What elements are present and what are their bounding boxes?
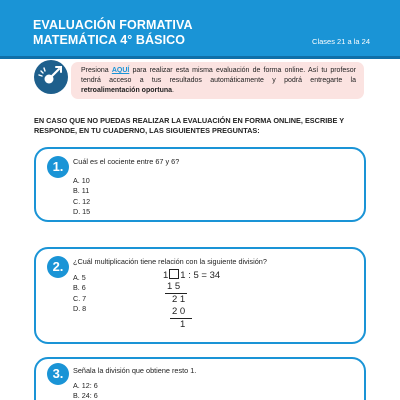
option-b: B. 24: 6 xyxy=(73,391,98,400)
division-step-2: 2 1 xyxy=(172,294,186,305)
question-1-text: Cuál es el cociente entre 67 y 6? xyxy=(73,157,180,166)
title-line-2: MATEMÁTICA 4° BÁSICO xyxy=(33,33,186,47)
option-a: A. 10 xyxy=(73,176,90,185)
division-step-1: 1 5 xyxy=(167,281,181,292)
division-remainder: 1 xyxy=(180,319,186,330)
option-b: B. 11 xyxy=(73,186,90,196)
question-2-text: ¿Cuál multiplicación tiene relación con la siguiente división? xyxy=(73,257,267,266)
option-a: A. 12: 6 xyxy=(73,381,98,390)
dividend-first-digit: 1 xyxy=(163,270,169,281)
title-line-1: EVALUACIÓN FORMATIVA xyxy=(33,18,193,32)
dividend-rest: 1 : 5 = 34 xyxy=(180,270,221,281)
option-b: B. 6 xyxy=(73,283,86,293)
instructions: EN CASO QUE NO PUEDAS REALIZAR LA EVALUACIÓN EN FORMA ONLINE, ESCRIBE Y RESPONDE, EN TU CUADERNO, LAS SIGUIENTES PREGUNTAS: xyxy=(34,116,345,135)
option-a: A. 5 xyxy=(73,273,86,282)
option-c: C. 7 xyxy=(73,293,87,303)
option-d: D. 8 xyxy=(73,304,87,314)
long-division xyxy=(163,269,243,333)
notice-text-start: Presiona xyxy=(81,67,112,74)
missing-digit-box xyxy=(169,269,179,279)
header-banner xyxy=(0,0,400,56)
clases-label: Clases 21 a la 24 xyxy=(312,37,370,46)
question-1-number: 1. xyxy=(47,156,69,178)
page-title xyxy=(33,18,193,48)
notice-text-end: . xyxy=(172,87,174,94)
question-3-text: Señala la división que obtiene resto 1. xyxy=(73,366,197,375)
question-2-number: 2. xyxy=(47,256,69,278)
division-step-3: 2 0 xyxy=(172,306,186,317)
online-evaluation-icon xyxy=(34,60,68,94)
online-notice xyxy=(71,62,364,99)
division-equation xyxy=(163,269,220,281)
question-3-options xyxy=(73,381,98,400)
question-2-options xyxy=(73,273,86,315)
option-d: D. 15 xyxy=(73,207,91,217)
aqui-link[interactable]: AQUÍ xyxy=(111,67,130,74)
notice-text-middle: para realizar esta misma evaluación de forma online. Así tu profesor tendrá acceso a tus resultados automáticamente y podrá entregarte la xyxy=(81,67,357,84)
question-1-options xyxy=(73,176,90,218)
question-3-number: 3. xyxy=(47,363,69,385)
option-c: C. 12 xyxy=(73,196,91,206)
header-divider xyxy=(0,56,400,59)
notice-bold-text: retroalimentación oportuna xyxy=(81,87,173,94)
